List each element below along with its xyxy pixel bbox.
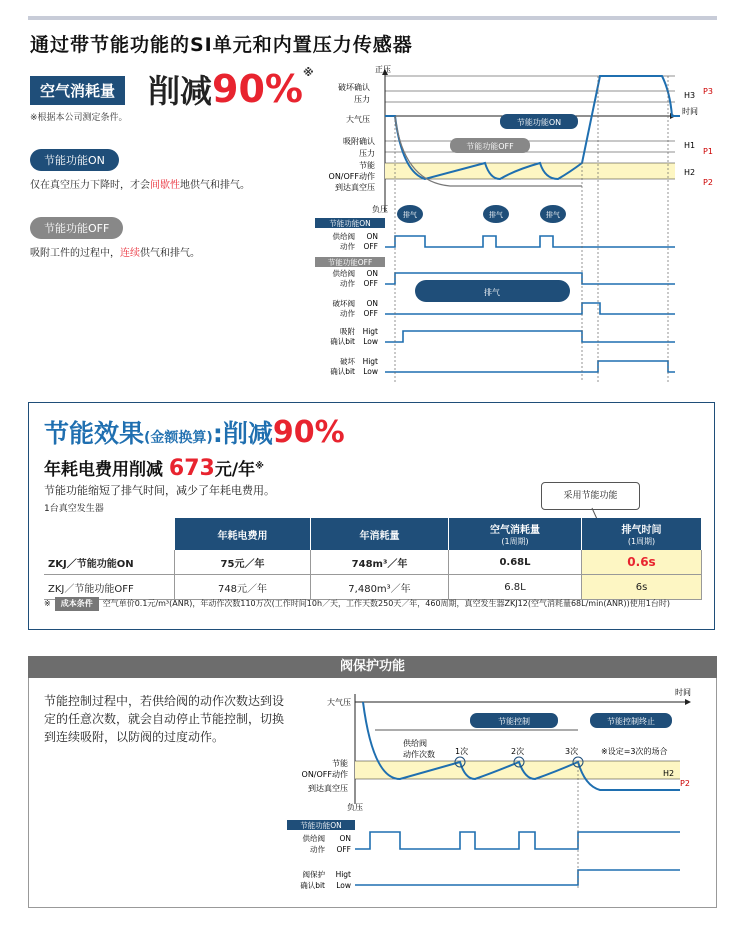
cell-exhaust: 0.6s: [582, 550, 702, 575]
exhaust-cloud-3: [540, 205, 566, 223]
header-annual-cost: 年耗电费用: [175, 518, 311, 550]
header-exhaust-text: 排气时间: [621, 525, 662, 536]
label-negative: 负压: [372, 205, 388, 214]
exhaust-2: 排气: [489, 211, 503, 219]
cost-text: 空气单价0.1元/m³(ANR)，年动作次数110万次(工作时间10h／天，工作天数250天／年，460周期，真空发生器ZKJ12(空气消耗量68L/min(ANR))使用1台时): [102, 599, 670, 608]
break-valve-1: 破坏阀: [332, 299, 355, 308]
count-3: 3次: [565, 747, 579, 756]
supply-on-signal: [385, 236, 675, 247]
supply-valve-off-2: 动作: [340, 279, 355, 288]
atm-label-2: 大气压: [327, 698, 351, 707]
prot-bit-signal: [355, 870, 680, 885]
low-3: Low: [336, 881, 351, 890]
mode-on-pill: 节能功能ON: [30, 149, 119, 171]
effect-title-a: 节能效果: [44, 419, 145, 448]
header-exhaust: [582, 518, 702, 550]
annual-mark: ※: [255, 461, 264, 472]
row-tag-2: 节能功能ON: [300, 821, 342, 830]
low-1: Low: [363, 337, 378, 346]
count-label-1: 供给阀: [403, 739, 427, 748]
adsorb-confirm-1: 吸附确认: [343, 137, 375, 146]
annual-value: 673: [168, 456, 215, 481]
cost-note: [44, 597, 704, 611]
adsorb-bit-signal: [385, 331, 675, 342]
annual-label: 年耗电费用削减: [44, 460, 163, 480]
off-4: OFF: [336, 845, 351, 854]
table-row: [44, 550, 702, 575]
p2-label: P2: [703, 178, 713, 187]
header-air: [449, 518, 582, 550]
break-valve-2: 动作: [340, 309, 355, 318]
eco2-label-1: 节能: [332, 759, 348, 768]
eco-label-2: ON/OFF动作: [328, 172, 375, 181]
label-positive: 正压: [375, 65, 391, 74]
cell-volume: 748m³／年: [311, 550, 449, 575]
mode-on-desc-hl: 间歇性: [150, 180, 180, 191]
cost-mark: ※: [44, 599, 51, 608]
break-confirm-2: 压力: [354, 95, 370, 104]
effect-desc-2: 1台真空发生器: [44, 504, 104, 514]
timing-chart-1: [300, 62, 720, 387]
effect-title: [44, 414, 345, 450]
annual-saving: [44, 455, 264, 481]
protect-desc: 节能控制过程中，若供给阀的动作次数达到设定的任意次数，就会自动停止节能控制，切换到连续吸附，以防阀的过度动作。: [44, 694, 285, 744]
mode-off-desc-a: 吸附工件的过程中，: [30, 248, 120, 259]
h3-label: H3: [684, 91, 696, 100]
bubble-off-text: 节能功能OFF: [466, 142, 514, 151]
p1-label: P1: [703, 147, 713, 156]
cell-air: 6.8L: [449, 575, 582, 600]
h1-label: H1: [684, 141, 696, 150]
high-1: Higt: [362, 327, 378, 336]
header-air-text: 空气消耗量: [490, 525, 540, 536]
effect-desc: 节能功能缩短了排气时间，减少了年耗电费用。: [44, 484, 275, 497]
atm-label: 大气压: [346, 115, 370, 124]
exhaust-cloud-long: [415, 280, 570, 302]
adsorb-bit-2: 确认bit: [330, 337, 355, 346]
header-annual-volume: 年消耗量: [311, 518, 449, 550]
low-2: Low: [363, 367, 378, 376]
bubble-on-text: 节能功能ON: [516, 118, 562, 127]
high-2: Higt: [362, 357, 378, 366]
exhaust-cloud-2: [483, 205, 509, 223]
supply-signal-2: [355, 832, 680, 849]
mode-on-desc-a: 仅在真空压力下降时，才会: [30, 180, 150, 191]
eco-label-3: 到达真空压: [335, 183, 375, 192]
h2-label: H2: [684, 168, 696, 177]
conditions-note: ※根据本公司测定条件。: [30, 113, 128, 123]
header-exhaust-sub: (1周期): [627, 537, 656, 546]
row-on-tag: 节能功能ON: [329, 219, 371, 228]
on-4: ON: [339, 834, 351, 843]
off-3: OFF: [363, 309, 378, 318]
exhaust-cloud-1: [397, 205, 423, 223]
time-label-2: 时间: [675, 688, 691, 697]
adsorb-confirm-2: 压力: [359, 149, 375, 158]
exhaust-1: 排气: [403, 211, 417, 219]
on-3: ON: [366, 299, 378, 308]
supply-valve-off-1: 供给阀: [332, 269, 355, 278]
supply2-1: 供给阀: [302, 834, 325, 843]
mode-on-desc-b: 地供气和排气。: [180, 180, 250, 191]
adsorb-bit-1: 吸附: [340, 327, 355, 336]
eco2-label-2: ON/OFF动作: [301, 770, 348, 779]
effect-title-pct: 90%: [272, 415, 345, 450]
table-row: [44, 575, 702, 600]
effect-title-reduce: 削减: [222, 419, 273, 448]
air-consumption-tag: 空气消耗量: [30, 76, 125, 105]
break-bit-2: 确认bit: [330, 367, 355, 376]
label-time: 时间: [682, 107, 698, 116]
break-confirm-1: 破坏确认: [338, 83, 370, 92]
effect-title-colon: :: [212, 419, 223, 448]
supply2-2: 动作: [310, 845, 325, 854]
setting-label: ※设定=3次的场合: [601, 747, 668, 756]
exhaust-3: 排气: [546, 211, 560, 219]
mode-on-desc: [30, 176, 250, 191]
count-1: 1次: [455, 747, 469, 756]
header-blank: [44, 518, 175, 550]
cell-volume: 7,480m³／年: [311, 575, 449, 600]
cell-name: ZKJ／节能功能OFF: [44, 575, 175, 600]
cell-cost: 75元／年: [175, 550, 311, 575]
timing-chart-2: [285, 684, 715, 899]
cost-table: [44, 518, 702, 600]
break-valve-signal: [385, 303, 675, 314]
off-1: OFF: [363, 242, 378, 251]
mode-off-pill: 节能功能OFF: [30, 217, 123, 239]
p3-label: P3: [703, 87, 713, 96]
count-2: 2次: [511, 747, 525, 756]
ctrl-label: 节能控制: [498, 717, 530, 726]
page-title: 通过带节能功能的SI单元和内置压力传感器: [30, 34, 413, 56]
effect-title-paren: (金额换算): [144, 430, 213, 446]
cell-air: 0.68L: [449, 550, 582, 575]
h2-label-2: H2: [663, 769, 675, 778]
count-label-2: 动作次数: [403, 750, 435, 759]
prot-bit-2: 确认bit: [300, 881, 325, 890]
reduce-label: 削减: [148, 72, 213, 110]
neg-label-2: 负压: [347, 803, 363, 812]
reduce-value: 90%: [212, 67, 303, 111]
mode-off-desc: [30, 244, 200, 259]
protect-bar: 阀保护功能: [28, 656, 717, 678]
prot-bit-1: 阀保护: [302, 870, 325, 879]
cell-exhaust: 6s: [582, 575, 702, 600]
eco-label-1: 节能: [359, 161, 375, 170]
off-2: OFF: [363, 279, 378, 288]
top-divider: [28, 16, 717, 20]
cell-name: ZKJ／节能功能ON: [44, 550, 175, 575]
reduce-asterisk: ※: [302, 66, 314, 79]
header-air-sub: (1周期): [501, 537, 529, 546]
on-1: ON: [366, 232, 378, 241]
break-bit-1: 破坏: [340, 357, 355, 366]
exhaust-long: 排气: [484, 288, 500, 297]
cell-cost: 748元／年: [175, 575, 311, 600]
on-2: ON: [366, 269, 378, 278]
eco2-label-3: 到达真空压: [308, 784, 348, 793]
high-3: Higt: [335, 870, 351, 879]
mode-off-desc-b: 供气和排气。: [140, 248, 200, 259]
break-bit-signal: [385, 361, 675, 372]
supply-valve-1: 供给阀: [332, 232, 355, 241]
reduction-headline: [148, 66, 314, 112]
ctrl-stop-label: 节能控制终止: [607, 717, 655, 726]
table-header-row: [44, 518, 702, 550]
p2-label-2: P2: [680, 779, 690, 788]
supply-valve-2: 动作: [340, 242, 355, 251]
row-off-tag: 节能功能OFF: [327, 258, 373, 267]
annual-unit: 元/年: [214, 460, 256, 480]
callout-eco: 采用节能功能: [541, 482, 640, 510]
mode-off-desc-hl: 连续: [120, 248, 140, 259]
cost-badge: 成本条件: [55, 597, 99, 611]
